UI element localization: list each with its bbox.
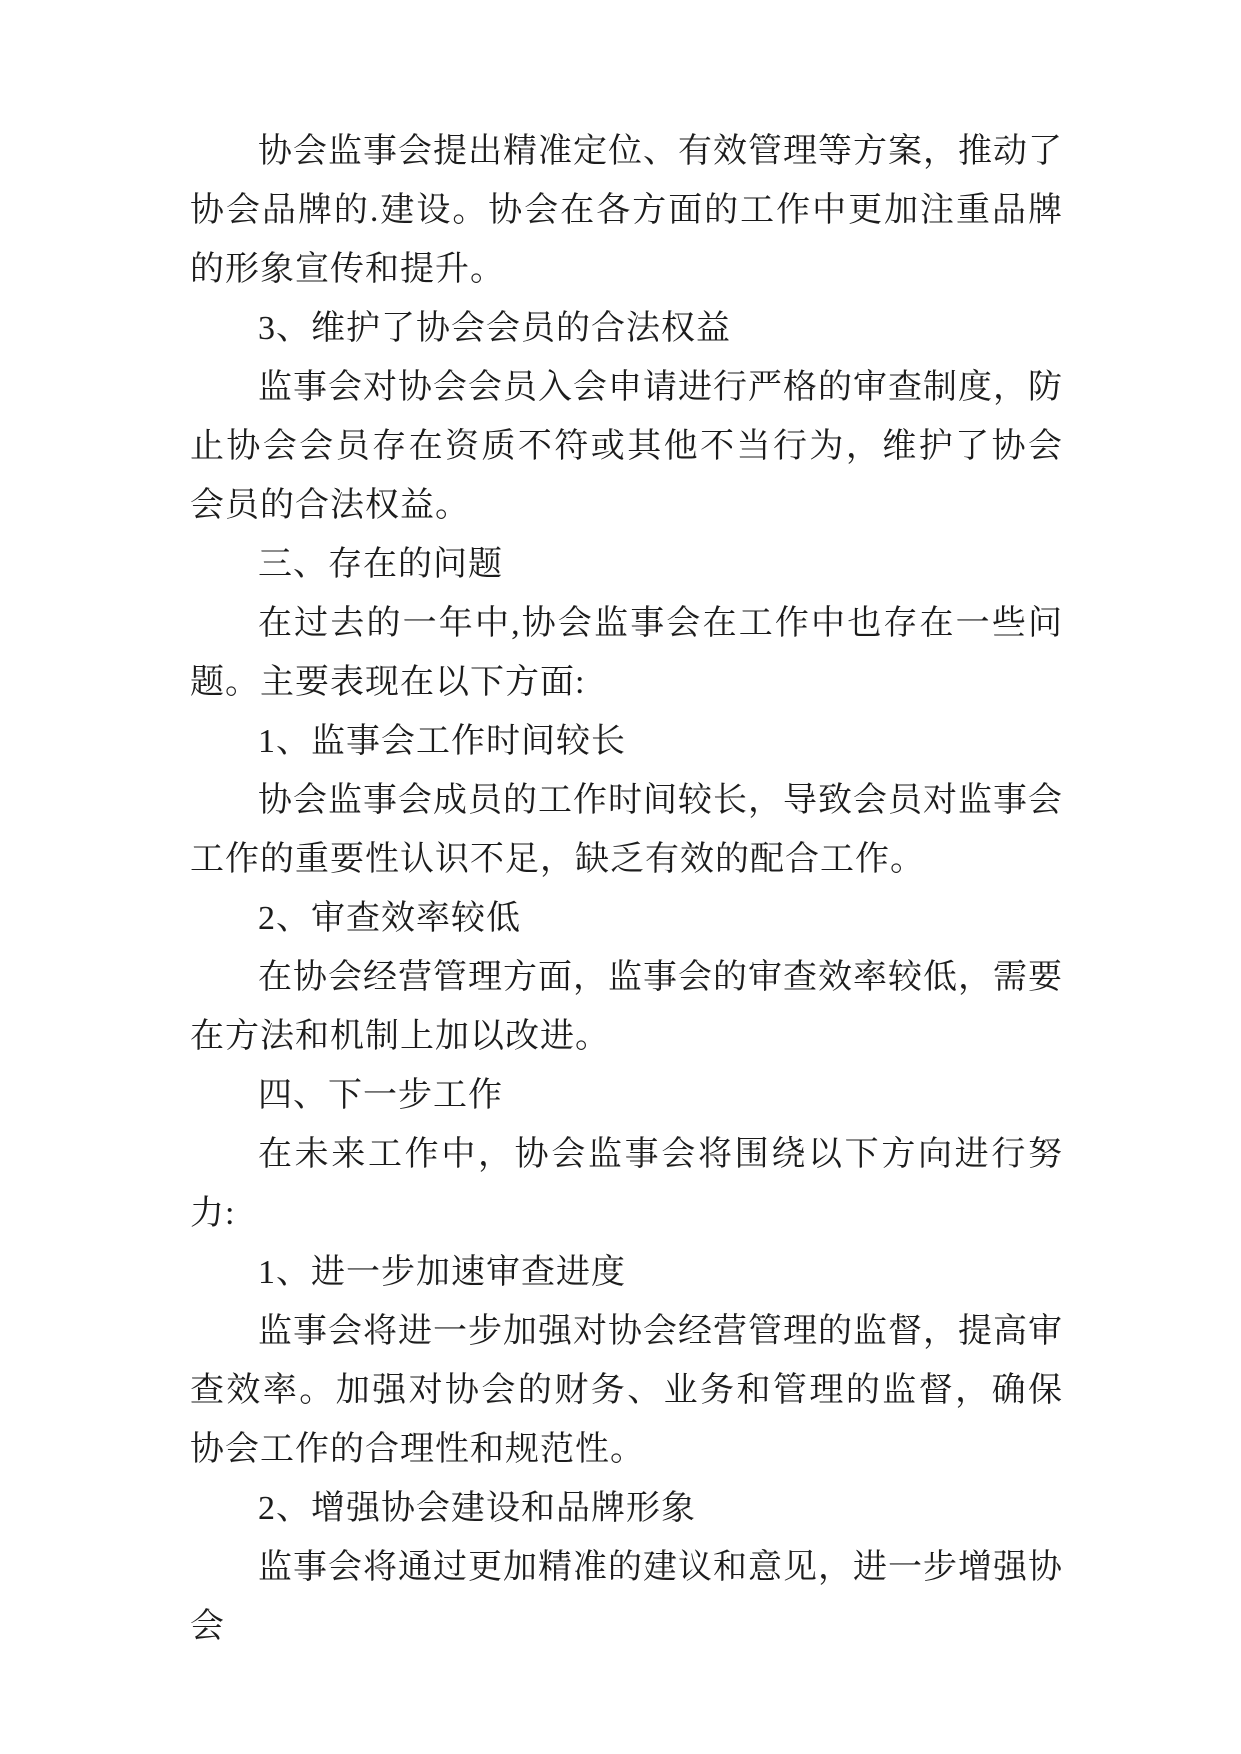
paragraph-step-1-body: 监事会将进一步加强对协会经营管理的监督，提高审查效率。加强对协会的财务、业务和管理的监督，确保协会工作的合理性和规范性。 [190,1313,1063,1468]
paragraph-next-steps-intro: 在未来工作中，协会监事会将围绕以下方向进行努力: [190,1136,1063,1232]
paragraph-problems-intro: 在过去的一年中,协会监事会在工作中也存在一些问题。主要表现在以下方面: [190,605,1063,701]
paragraph-problem-1-body: 协会监事会成员的工作时间较长，导致会员对监事会工作的重要性认识不足，缺乏有效的配合工作。 [190,782,1063,878]
heading-section-4-next-steps: 四、下一步工作 [258,1077,503,1114]
paragraph-step-2-body-truncated: 监事会将通过更加精准的建议和意见，进一步增强协会 [190,1549,1063,1645]
paragraph-member-rights-body: 监事会对协会会员入会申请进行严格的审查制度，防止协会会员存在资质不符或其他不当行为，维护了协会会员的合法权益。 [190,369,1063,524]
document-body [190,122,1063,1656]
heading-problem-2-low-efficiency: 2、审查效率较低 [258,900,521,937]
heading-section-3-problems: 三、存在的问题 [258,546,503,583]
heading-step-1-speed-up-review: 1、进一步加速审查进度 [258,1254,626,1291]
paragraph-problem-2-body: 在协会经营管理方面，监事会的审查效率较低，需要在方法和机制上加以改进。 [190,959,1063,1055]
heading-item-3-member-rights: 3、维护了协会会员的合法权益 [258,310,731,347]
paragraph-brand-building-body: 协会监事会提出精准定位、有效管理等方案，推动了协会品牌的.建设。协会在各方面的工作中更加注重品牌的形象宣传和提升。 [190,133,1063,288]
heading-step-2-brand-image: 2、增强协会建设和品牌形象 [258,1490,696,1527]
heading-problem-1-long-hours: 1、监事会工作时间较长 [258,723,626,760]
